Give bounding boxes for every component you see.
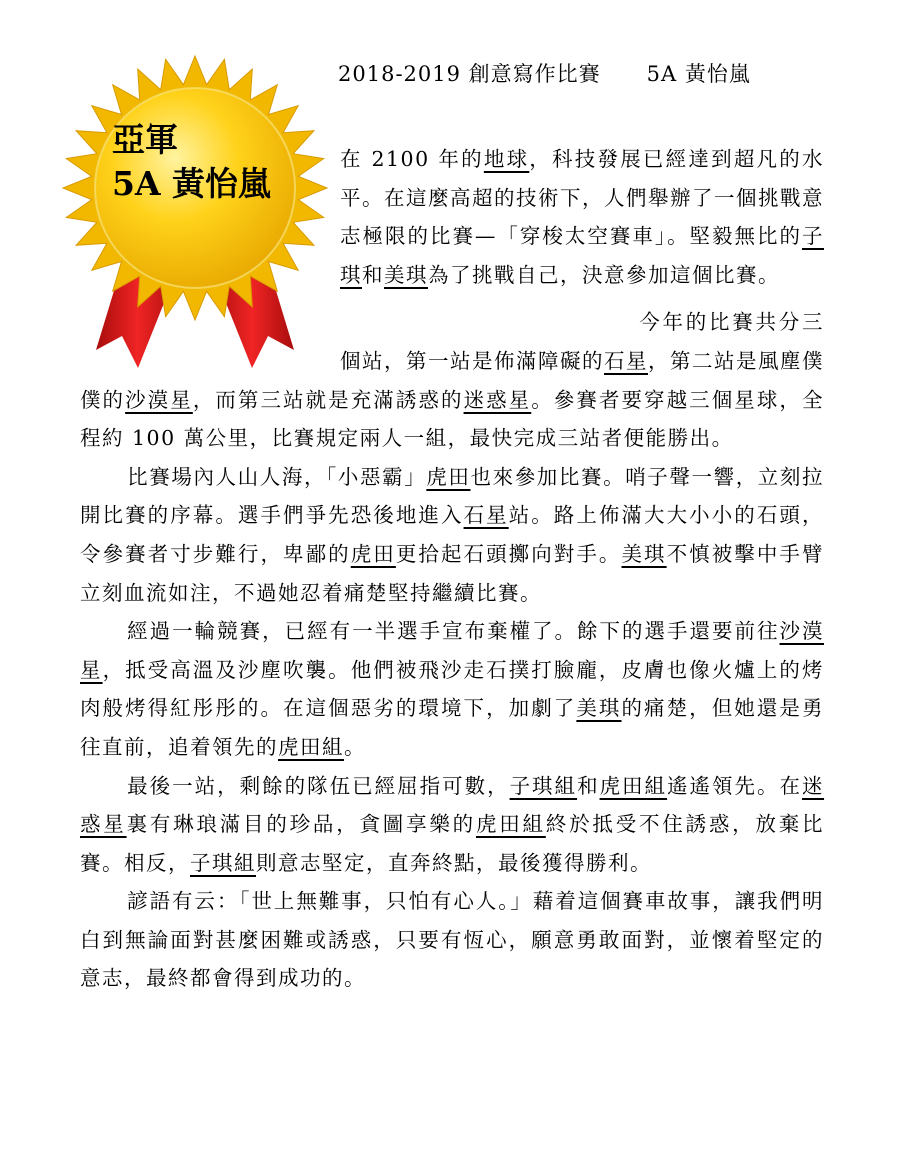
medal-spacer (80, 140, 340, 372)
proper-noun: 虎田組 (278, 734, 344, 759)
proper-noun: 石星 (463, 503, 509, 528)
author-name: 5A 黃怡嵐 (646, 62, 751, 86)
proper-noun: 地球 (483, 147, 530, 171)
contest-title: 2018-2019 創意寫作比賽 (338, 62, 601, 86)
paragraph-4: 經過一輪競賽，已經有一半選手宣布棄權了。餘下的選手還要前往沙漠星，抵受高溫及沙塵吹襲。他們被飛沙走石撲打臉龐，皮膚也像火爐上的烤肉般烤得紅彤彤的。在這個惡劣的環境下，加劇了美琪的痛楚，但她還是勇往直前，追着領先的虎田組。 (80, 619, 825, 759)
proper-noun: 迷惑星 (463, 387, 532, 412)
paragraph-5: 最後一站，剩餘的隊伍已經屈指可數，子琪組和虎田組遙遙領先。在迷惑星裏有琳琅滿目的珍品，貪圖享樂的虎田組終於抵受不住誘惑，放棄比賽。相反，子琪組則意志堅定，直奔終點，最後獲得勝利。 (80, 773, 825, 875)
proper-noun: 美琪 (576, 696, 622, 721)
proper-noun: 迷惑星 (80, 773, 825, 837)
paragraph-3: 比賽場內人山人海，「小惡霸」虎田也來參加比賽。哨子聲一響，立刻拉開比賽的序幕。選手們爭先恐後地進入石星站。路上佈滿大大小小的石頭，令參賽者寸步難行，卑鄙的虎田更拾起石頭擲向對手。美琪不慎被擊中手臂立刻血流如注，不過她忍着痛楚堅持繼續比賽。 (80, 464, 825, 605)
proper-noun: 石星 (604, 348, 648, 373)
award-name: 5A 黃怡嵐 (112, 164, 272, 203)
proper-noun: 虎田組 (599, 773, 668, 798)
paragraph-6: 諺語有云：「世上無難事，只怕有心人。」藉着這個賽車故事，讓我們明白到無論面對甚麼困難或誘惑，只要有恆心，願意勇敢面對，並懷着堅定的意志，最終都會得到成功的。 (80, 889, 824, 991)
proper-noun: 子琪組 (509, 773, 578, 798)
proper-noun: 虎田組 (475, 812, 546, 837)
proper-noun: 沙漠星 (80, 619, 825, 682)
paragraph-1: 在 2100 年的地球，科技發展已經達到超凡的水平。在這麼高超的技術下，人們舉辦了一個挑戰意志極限的比賽—「穿梭太空賽車」。堅毅無比的子琪和美琪為了挑戰自己，決意參加這個比賽。 (340, 147, 825, 287)
proper-noun: 子琪組 (190, 850, 256, 875)
proper-noun: 虎田 (350, 541, 396, 566)
essay-body (80, 140, 824, 998)
page-header (338, 58, 838, 88)
proper-noun: 虎田 (426, 464, 471, 489)
proper-noun: 美琪 (384, 262, 428, 287)
paragraph-2: 今年的比賽共分三個站，第一站是佈滿障礙的石星，第二站是風塵僕僕的沙漠星，而第三站就是充滿誘惑的迷惑星。參賽者要穿越三個星球，全程約 100 萬公里，比賽規定兩人一組，最快完成三站者便能勝出。 (80, 310, 824, 451)
proper-noun: 美琪 (621, 541, 667, 566)
award-title: 亞軍 (112, 120, 178, 159)
proper-noun: 子琪 (340, 224, 824, 287)
proper-noun: 沙漠星 (125, 387, 193, 412)
